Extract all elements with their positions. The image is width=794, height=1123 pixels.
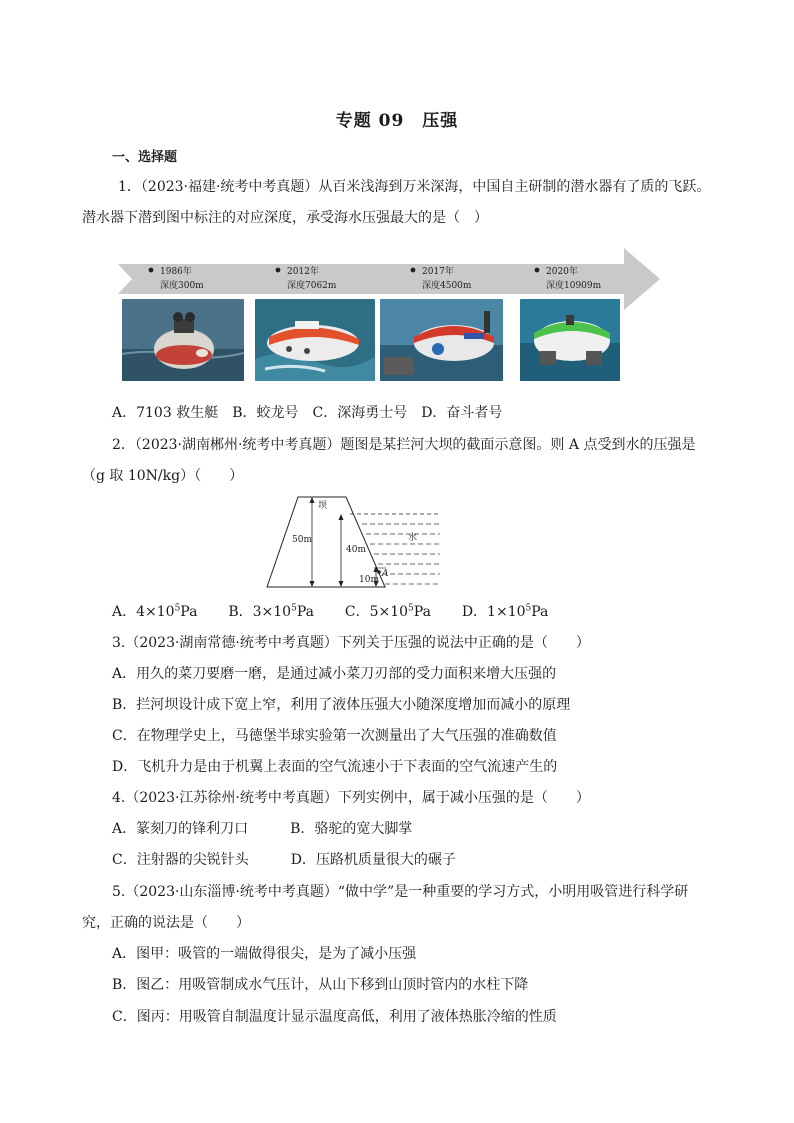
q3-option-a: A．用久的菜刀要磨一磨，是通过减小菜刀刃部的受力面积来增大压强的 [112, 666, 557, 682]
timeline-dot [535, 268, 540, 273]
dam-diagram [262, 494, 446, 590]
q1-options: A．7103 救生艇 B．蛟龙号 C．深海勇士号 D．奋斗者号 [112, 405, 503, 421]
timeline-dot [149, 268, 154, 273]
photo-shenhai-yongshi [380, 299, 503, 381]
timeline-depth-1: 深度300m [160, 281, 204, 291]
q1-stem-line2: 潜水器下潜到图中标注的对应深度，承受海水压强最大的是（ ） [82, 210, 488, 226]
timeline-dot [411, 268, 416, 273]
timeline-dot [276, 268, 281, 273]
q2-option-b: B．$3\times 10^5Pa$ [228, 603, 314, 620]
photo-rescue-boat [122, 299, 244, 381]
q2-option-d: D．$1\times 10^5Pa$ [461, 603, 549, 620]
dam-label: 坝 [318, 501, 328, 511]
water-label: 水 [408, 533, 418, 543]
q4-options-row2: C．注射器的尖锐针头 D．压路机质量很大的碾子 [112, 852, 456, 868]
photo-jiaolong [255, 299, 375, 381]
point-a [377, 570, 381, 574]
q2-stem-line2: （g 取 10N/kg）（ ） [82, 468, 244, 484]
q2-option-a: A．$4\times 10^5Pa$ [112, 603, 198, 620]
label-point-a: A [382, 569, 389, 579]
q2-stem-line1: 2．（2023·湖南郴州·统考中考真题）题图是某拦河大坝的截面示意图。则 A 点受到水的压强是 [112, 437, 696, 453]
q2-options [112, 603, 548, 621]
q5-option-c: C．图丙：用吸管自制温度计显示温度高低，利用了液体热胀冷缩的性质 [112, 1009, 557, 1025]
q4-options-row1: A．篆刻刀的锋利刀口 B．骆驼的宽大脚掌 [112, 821, 413, 837]
timeline-depth-2: 深度7062m [287, 281, 337, 291]
photo-fendouzhe [520, 299, 620, 381]
q5-stem-line2: 究，正确的说法是（ ） [82, 915, 250, 931]
timeline-year-2: 2012年 [287, 267, 319, 277]
page-title: 专题 09 压强 [335, 111, 459, 131]
q3-option-c: C．在物理学史上，马德堡半球实验第一次测量出了大气压强的准确数值 [112, 728, 557, 744]
q3-stem: 3.（2023·湖南常德·统考中考真题）下列关于压强的说法中正确的是（ ） [112, 635, 590, 651]
q5-stem-line1: 5.（2023·山东淄博·统考中考真题）“做中学”是一种重要的学习方式，小明用吸管进行科学研 [112, 884, 689, 900]
timeline-depth-4: 深度10909m [546, 281, 602, 291]
q1-stem-line1: 1．（2023·福建·统考中考真题）从百米浅海到万米深海，中国自主研制的潜水器有了质的飞跃。 [118, 179, 711, 195]
q3-option-d: D．飞机升力是由于机翼上表面的空气流速小于下表面的空气流速产生的 [112, 759, 558, 775]
label-50m: 50m [292, 535, 312, 545]
q4-stem: 4.（2023·江苏徐州·统考中考真题）下列实例中，属于减小压强的是（ ） [112, 790, 590, 806]
q3-option-b: B．拦河坝设计成下宽上窄，利用了液体压强大小随深度增加而减小的原理 [112, 697, 571, 713]
label-40m: 40m [346, 545, 366, 555]
timeline-year-4: 2020年 [546, 267, 578, 277]
timeline-depth-3: 深度4500m [422, 281, 472, 291]
q2-option-c: C．$5\times 10^5Pa$ [344, 603, 431, 620]
q5-option-b: B．图乙：用吸管制成水气压计，从山下移到山顶时管内的水柱下降 [112, 977, 529, 993]
label-10m: 10m [359, 575, 379, 585]
timeline-year-3: 2017年 [422, 267, 454, 277]
section-heading: 一、选择题 [112, 150, 178, 165]
q5-option-a: A．图甲：吸管的一端做得很尖，是为了减小压强 [112, 946, 417, 962]
timeline-year-1: 1986年 [160, 267, 192, 277]
